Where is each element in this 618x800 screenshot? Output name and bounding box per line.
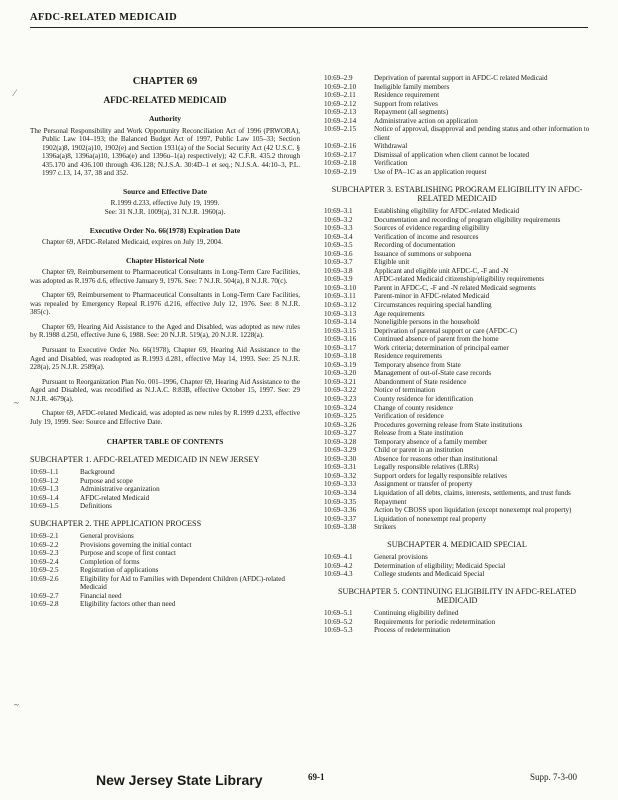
toc-item xyxy=(324,498,590,507)
toc-item-title: Eligibility for Aid to Families with Dependent Children (AFDC)-related Medicaid xyxy=(80,574,285,592)
toc-item-number: 10:69–2.8 xyxy=(30,600,59,609)
subchapter-heading: SUBCHAPTER 5. CONTINUING ELIGIBILITY IN AFDC-RELATED MEDICAID xyxy=(337,586,577,605)
toc-item xyxy=(324,250,590,259)
toc-item-title: Eligible unit xyxy=(374,258,410,267)
toc-item-number: 10:69–3.8 xyxy=(324,266,353,275)
toc-item-number: 10:69–1.2 xyxy=(30,476,59,485)
toc-item-number: 10:69–2.15 xyxy=(324,125,357,134)
toc-item-number: 10:69–3.32 xyxy=(324,471,357,480)
toc-item xyxy=(30,541,300,550)
toc-item-title: Work criteria; determination of principal earner xyxy=(374,343,509,352)
toc-item-number: 10:69–2.3 xyxy=(30,549,59,558)
toc-item-number: 10:69–3.35 xyxy=(324,497,357,506)
toc-item-number: 10:69–2.2 xyxy=(30,540,59,549)
toc-item xyxy=(30,575,300,592)
toc-item-number: 10:69–3.11 xyxy=(324,292,356,301)
toc-item-number: 10:69–2.18 xyxy=(324,159,357,168)
toc-item-title: Use of PA–1C as an application request xyxy=(374,168,487,177)
toc-item-title: Background xyxy=(80,468,115,477)
subchapter-heading: SUBCHAPTER 1. AFDC-RELATED MEDICAID IN NEW JERSEY xyxy=(30,454,260,464)
toc-item xyxy=(324,626,590,635)
toc-item-title: Release from a State institution xyxy=(374,429,464,438)
toc-item-title: Repayment xyxy=(374,497,407,506)
toc-item-title: Purpose and scope xyxy=(80,476,133,485)
toc-item-title: Process of redetermination xyxy=(374,626,451,635)
toc-item xyxy=(324,275,590,284)
toc-item xyxy=(324,301,590,310)
toc-item-title: Withdrawal xyxy=(374,142,408,151)
toc-item-number: 10:69–3.12 xyxy=(324,300,357,309)
toc-item-title: Child or parent in an institution xyxy=(374,446,464,455)
toc-item xyxy=(324,207,590,216)
toc-item xyxy=(30,485,300,494)
toc-list xyxy=(30,532,300,609)
toc-item-number: 10:69–1.3 xyxy=(30,485,59,494)
toc-item-number: 10:69–3.19 xyxy=(324,360,357,369)
toc-item xyxy=(324,378,590,387)
toc-item xyxy=(324,472,590,481)
toc-item-number: 10:69–3.4 xyxy=(324,232,353,241)
toc-item-title: Definitions xyxy=(80,502,112,511)
toc-item-title: Continued absence of parent from the home xyxy=(374,335,499,344)
toc-item-number: 10:69–1.4 xyxy=(30,493,59,502)
right-column xyxy=(324,74,590,635)
toc-item-number: 10:69–3.25 xyxy=(324,412,357,421)
toc-item-title: Ineligible family members xyxy=(374,82,450,91)
toc-item xyxy=(324,258,590,267)
chapter-number: CHAPTER 69 xyxy=(132,76,198,87)
toc-item xyxy=(324,618,590,627)
toc-item-title: Purpose and scope of first contact xyxy=(80,549,176,558)
toc-item-title: Management of out-of-State case records xyxy=(374,369,491,378)
toc-item-title: Applicant and eligible unit AFDC-C, -F and -N xyxy=(374,266,509,275)
margin-mark: ⁄ xyxy=(14,88,16,98)
toc-item xyxy=(324,523,590,532)
toc-item xyxy=(324,335,590,344)
footer-supplement: Supp. 7-3-00 xyxy=(530,772,577,782)
toc-item-number: 10:69–1.1 xyxy=(30,468,59,477)
toc-item xyxy=(324,386,590,395)
toc-item-title: Residence requirements xyxy=(374,352,442,361)
toc-item xyxy=(324,369,590,378)
toc-item-title: Noneligible persons in the household xyxy=(374,318,480,327)
toc-item-number: 10:69–2.7 xyxy=(30,591,59,600)
toc-item xyxy=(324,83,590,92)
toc-item-title: Administrative action on application xyxy=(374,116,478,125)
header-rule xyxy=(30,27,588,28)
toc-item xyxy=(324,463,590,472)
toc-item-number: 10:69–3.2 xyxy=(324,215,353,224)
toc-item-title: Support orders for legally responsible relatives xyxy=(374,471,507,480)
history-heading: Chapter Historical Note xyxy=(126,255,204,265)
toc-item xyxy=(324,515,590,524)
toc-item-title: Financial need xyxy=(80,591,122,600)
toc-item-title: Liquidation of nonexempt real property xyxy=(374,514,487,523)
toc-item-title: Requirements for periodic redetermination xyxy=(374,617,496,626)
toc-item-number: 10:69–4.2 xyxy=(324,561,353,570)
toc-item xyxy=(324,570,590,579)
toc-list xyxy=(324,207,590,532)
toc-item xyxy=(324,318,590,327)
toc-item-title: Verification xyxy=(374,159,408,168)
toc-item-title: Notice of termination xyxy=(374,386,436,395)
toc-item-title: AFDC-related Medicaid citizenship/eligibility requirements xyxy=(374,275,545,284)
toc-item-number: 10:69–3.27 xyxy=(324,429,357,438)
footer-library: New Jersey State Library xyxy=(96,772,263,788)
toc-item-number: 10:69–3.14 xyxy=(324,318,357,327)
toc-item-number: 10:69–2.14 xyxy=(324,116,357,125)
toc-item xyxy=(324,117,590,126)
toc-item-title: Repayment (all segments) xyxy=(374,108,449,117)
toc-item-number: 10:69–3.36 xyxy=(324,506,357,515)
toc-item-number: 10:69–3.3 xyxy=(324,224,353,233)
toc-item xyxy=(324,168,590,177)
toc-item xyxy=(30,558,300,567)
toc-item-number: 10:69–3.1 xyxy=(324,206,353,215)
toc-item xyxy=(324,267,590,276)
subchapter-heading: SUBCHAPTER 2. THE APPLICATION PROCESS xyxy=(30,518,202,528)
toc-item-title: Establishing eligibility for AFDC-related Medicaid xyxy=(374,206,520,215)
toc-item-title: Strikers xyxy=(374,523,397,532)
toc-item-title: Issuance of summons or subpoena xyxy=(374,249,472,258)
toc-item-number: 10:69–2.1 xyxy=(30,532,59,541)
toc-item xyxy=(30,502,300,511)
toc-item-title: Dismissal of application when client cannot be located xyxy=(374,150,530,159)
toc-item xyxy=(324,455,590,464)
toc-item-title: Verification of residence xyxy=(374,412,444,421)
toc-item xyxy=(324,438,590,447)
toc-item-title: Deprivation of parental support or care (AFDC-C) xyxy=(374,326,518,335)
toc-item-title: Registration of applications xyxy=(80,566,159,575)
toc-item xyxy=(324,553,590,562)
toc-item-number: 10:69–2.6 xyxy=(30,574,59,583)
toc-item-number: 10:69–2.13 xyxy=(324,108,357,117)
toc-item xyxy=(324,216,590,225)
toc-item-number: 10:69–3.29 xyxy=(324,446,357,455)
toc-item-title: Administrative organization xyxy=(80,485,160,494)
history-paragraph: Chapter 69, Reimbursement to Pharmaceutical Consultants in Long-Term Care Facilities, was adopted as R.1976 d.6, effective January 9, 1976. See: 7 N.J.R. 504(a), 8 N.J.R. 70(c). xyxy=(30,268,300,285)
toc-item-title: Provisions governing the initial contact xyxy=(80,540,192,549)
toc-item xyxy=(324,609,590,618)
footer-page-number: 69-1 xyxy=(308,772,325,782)
toc-item xyxy=(30,592,300,601)
toc-item-title: Age requirements xyxy=(374,309,425,318)
toc-item xyxy=(30,549,300,558)
toc-item-title: Circumstances requiring special handling xyxy=(374,300,492,309)
toc-item xyxy=(324,91,590,100)
toc-item-title: Temporary absence of a family member xyxy=(374,437,488,446)
toc-item-title: Support from relatives xyxy=(374,99,438,108)
history-paragraph: Chapter 69, Hearing Aid Assistance to the Aged and Disabled, was adopted as new rules by R.1988 d.250, effective June 6, 1988. See: 20 N.J.R. 519(a), 20 N.J.R. 1228(a). xyxy=(30,322,300,340)
toc-item-number: 10:69–2.11 xyxy=(324,91,356,100)
toc-item xyxy=(324,404,590,413)
toc-item-number: 10:69–3.10 xyxy=(324,283,357,292)
toc-item-number: 10:69–3.9 xyxy=(324,275,353,284)
source-heading: Source and Effective Date xyxy=(122,186,207,196)
toc-item-number: 10:69–5.2 xyxy=(324,617,353,626)
toc-item-number: 10:69–3.23 xyxy=(324,395,357,403)
toc-item-number: 10:69–2.10 xyxy=(324,82,357,91)
toc-item-title: Change of county residence xyxy=(374,403,453,412)
toc-item-number: 10:69–3.21 xyxy=(324,377,357,386)
history-paragraph: Pursuant to Reorganization Plan No. 001–1996, Chapter 69, Hearing Aid Assistance to the Aged and Disabled, was recodified as N.J.A.C. 8:83B, effective October 15, 1997. See: 29 N.J.R. 4679(a). xyxy=(30,377,300,403)
expiration-heading: Executive Order No. 66(1978) Expiration Date xyxy=(89,225,241,235)
toc-item-title: Assignment or transfer of property xyxy=(374,480,473,489)
history-paragraph: Chapter 69, AFDC-related Medicaid, was adopted as new rules by R.1999 d.233, effective July 19, 1999. See: Source and Effective Date. xyxy=(30,409,300,426)
toc-item-title: Absence for reasons other than institutional xyxy=(374,454,498,463)
toc-item xyxy=(324,151,590,160)
toc-item-title: College students and Medicaid Special xyxy=(374,570,485,579)
toc-item-title: Completion of forms xyxy=(80,557,140,566)
toc-item-number: 10:69–3.20 xyxy=(324,369,357,378)
margin-mark: ~ xyxy=(14,700,19,710)
toc-item-title: County residence for identification xyxy=(374,395,474,403)
running-header: AFDC-RELATED MEDICAID xyxy=(30,12,177,23)
toc-item-number: 10:69–3.30 xyxy=(324,454,357,463)
toc-item-number: 10:69–3.31 xyxy=(324,463,357,472)
toc-heading: CHAPTER TABLE OF CONTENTS xyxy=(106,437,224,447)
toc-item-title: Determination of eligibility; Medicaid Special xyxy=(374,561,506,570)
toc-item xyxy=(324,233,590,242)
toc-item xyxy=(324,489,590,498)
toc-list xyxy=(324,553,590,579)
toc-list xyxy=(324,74,590,177)
history-paragraph: Chapter 69, Reimbursement to Pharmaceutical Consultants in Long-Term Care Facilities, was repealed by Emergency Repeal R.1976 d.216, effective July 12, 1976. See: 8 N.J.R. 385(c). xyxy=(30,291,300,317)
toc-item xyxy=(30,600,300,609)
toc-item xyxy=(324,241,590,250)
margin-mark: ~ xyxy=(14,398,19,408)
toc-item-number: 10:69–2.16 xyxy=(324,142,357,151)
toc-item xyxy=(324,395,590,404)
source-line: R.1999 d.233, effective July 19, 1999. xyxy=(110,199,220,208)
toc-item xyxy=(324,125,590,142)
toc-item-title: Temporary absence from State xyxy=(374,360,461,369)
toc-item-title: Eligibility factors other than need xyxy=(80,600,176,609)
toc-item xyxy=(324,361,590,370)
toc-item-title: Abandonment of State residence xyxy=(374,377,467,386)
expiration-text: Chapter 69, AFDC-Related Medicaid, expires on July 19, 2004. xyxy=(42,238,223,247)
toc-item xyxy=(30,532,300,541)
toc-item-number: 10:69–3.33 xyxy=(324,480,357,489)
toc-item xyxy=(324,292,590,301)
toc-item-number: 10:69–3.17 xyxy=(324,343,357,352)
toc-item-title: AFDC-related Medicaid xyxy=(80,493,150,502)
toc-item-title: Action by CBOSS upon liquidation (except nonexempt real property) xyxy=(374,506,572,515)
toc-item-title: Residence requirement xyxy=(374,91,440,100)
toc-item-title: General provisions xyxy=(80,532,134,541)
toc-item-title: Parent in AFDC-C, -F and -N related Medicaid segments xyxy=(374,283,536,292)
toc-item xyxy=(324,74,590,83)
toc-item xyxy=(30,468,300,477)
toc-item xyxy=(324,159,590,168)
toc-item-title: Parent-minor in AFDC-related Medicaid xyxy=(374,292,490,301)
toc-item-title: Liquidation of all debts, claims, interests, settlements, and trust funds xyxy=(374,489,571,498)
toc-item-number: 10:69–2.4 xyxy=(30,557,59,566)
subchapter-heading: SUBCHAPTER 3. ESTABLISHING PROGRAM ELIGIBILITY IN AFDC-RELATED MEDICAID xyxy=(331,184,583,203)
toc-item-number: 10:69–2.12 xyxy=(324,99,357,108)
toc-item xyxy=(30,566,300,575)
history-paragraph: Pursuant to Executive Order No. 66(1978), Chapter 69, Hearing Aid Assistance to the Aged and Disabled, was readopted as R.1993 d.281, effective May 14, 1993. See: 25 N.J.R. 228(a), 25 N.J.R. 2589(a). xyxy=(30,346,300,372)
authority-text: The Personal Responsibility and Work Opportunity Reconciliation Act of 1996 (PRWORA), Public Law 104–193; the Balanced Budget Act of 1997, Public Law 105–33; Section 1902(a)8, 1902(a)10, 1902(e) and Section 1931(a) of the Social Security Act (42 U.S.C. § 1396a(a)8, 1396a(a)10, 1396a(e) and 1396u–1(a) respectively); 42 C.F.R. 435.2 through 435.170 and 436.100 through 436.128; N.J.S.A. 30:4D–1 et seq.; N.J.S.A. 44:10–3, P.L. 1997 c.13, 14, 37, 38 and 352. xyxy=(30,126,300,178)
toc-item-title: Sources of evidence regarding eligibility xyxy=(374,224,490,233)
toc-item xyxy=(324,224,590,233)
toc-item-number: 10:69–3.15 xyxy=(324,326,357,335)
toc-item xyxy=(324,429,590,438)
toc-item-number: 10:69–3.5 xyxy=(324,241,353,250)
toc-item-number: 10:69–3.38 xyxy=(324,523,357,532)
toc-item-number: 10:69–3.24 xyxy=(324,403,357,412)
toc-list xyxy=(324,609,590,635)
toc-item xyxy=(324,327,590,336)
toc-item xyxy=(324,344,590,353)
toc-item-number: 10:69–4.3 xyxy=(324,570,353,579)
toc-item-title: Continuing eligibility defined xyxy=(374,609,459,617)
toc-item-number: 10:69–3.7 xyxy=(324,258,353,267)
toc-list xyxy=(30,468,300,511)
toc-item xyxy=(324,142,590,151)
toc-item xyxy=(324,310,590,319)
toc-item xyxy=(324,446,590,455)
toc-item xyxy=(30,494,300,503)
toc-item-number: 10:69–3.6 xyxy=(324,249,353,258)
toc-item xyxy=(324,412,590,421)
left-column xyxy=(30,74,300,609)
toc-item xyxy=(324,352,590,361)
toc-item-number: 10:69–3.18 xyxy=(324,352,357,361)
toc-item-number: 10:69–3.26 xyxy=(324,420,357,429)
authority-heading: Authority xyxy=(148,114,182,124)
subchapter-heading: SUBCHAPTER 4. MEDICAID SPECIAL xyxy=(387,539,527,549)
toc-item xyxy=(324,421,590,430)
toc-item xyxy=(324,284,590,293)
toc-item-title: Procedures governing release from State institutions xyxy=(374,420,523,429)
toc-item-number: 10:69–2.5 xyxy=(30,566,59,575)
toc-item-number: 10:69–5.1 xyxy=(324,609,353,617)
chapter-name: AFDC-RELATED MEDICAID xyxy=(103,94,227,105)
toc-item-title: Verification of income and resources xyxy=(374,232,479,241)
toc-item-title: Documentation and recording of program eligibility requirements xyxy=(374,215,561,224)
toc-item xyxy=(324,100,590,109)
toc-item-number: 10:69–3.37 xyxy=(324,514,357,523)
toc-item-title: Recording of documentation xyxy=(374,241,456,250)
toc-item-number: 10:69–2.9 xyxy=(324,74,353,82)
toc-item-number: 10:69–4.1 xyxy=(324,552,353,561)
toc-item-number: 10:69–3.28 xyxy=(324,437,357,446)
toc-item-title: General provisions xyxy=(374,552,428,561)
toc-item xyxy=(30,477,300,486)
toc-item xyxy=(324,108,590,117)
toc-item-number: 10:69–3.34 xyxy=(324,489,357,498)
toc-item xyxy=(324,562,590,571)
toc-item-number: 10:69–1.5 xyxy=(30,502,59,511)
source-line: See: 31 N.J.R. 1009(a), 31 N.J.R. 1960(a). xyxy=(104,208,226,217)
toc-item xyxy=(324,506,590,515)
toc-item-number: 10:69–5.3 xyxy=(324,626,353,635)
toc-item-title: Notice of approval, disapproval and pending status and other information to client xyxy=(374,125,590,142)
toc-item-number: 10:69–2.17 xyxy=(324,150,357,159)
toc-item-title: Legally responsible relatives (LRRs) xyxy=(374,463,479,472)
toc-item-title: Deprivation of parental support in AFDC-C related Medicaid xyxy=(374,74,548,82)
toc-item-number: 10:69–3.22 xyxy=(324,386,357,395)
toc-item-number: 10:69–2.19 xyxy=(324,168,357,177)
toc-item-number: 10:69–3.16 xyxy=(324,335,357,344)
toc-item-number: 10:69–3.13 xyxy=(324,309,357,318)
toc-item xyxy=(324,480,590,489)
